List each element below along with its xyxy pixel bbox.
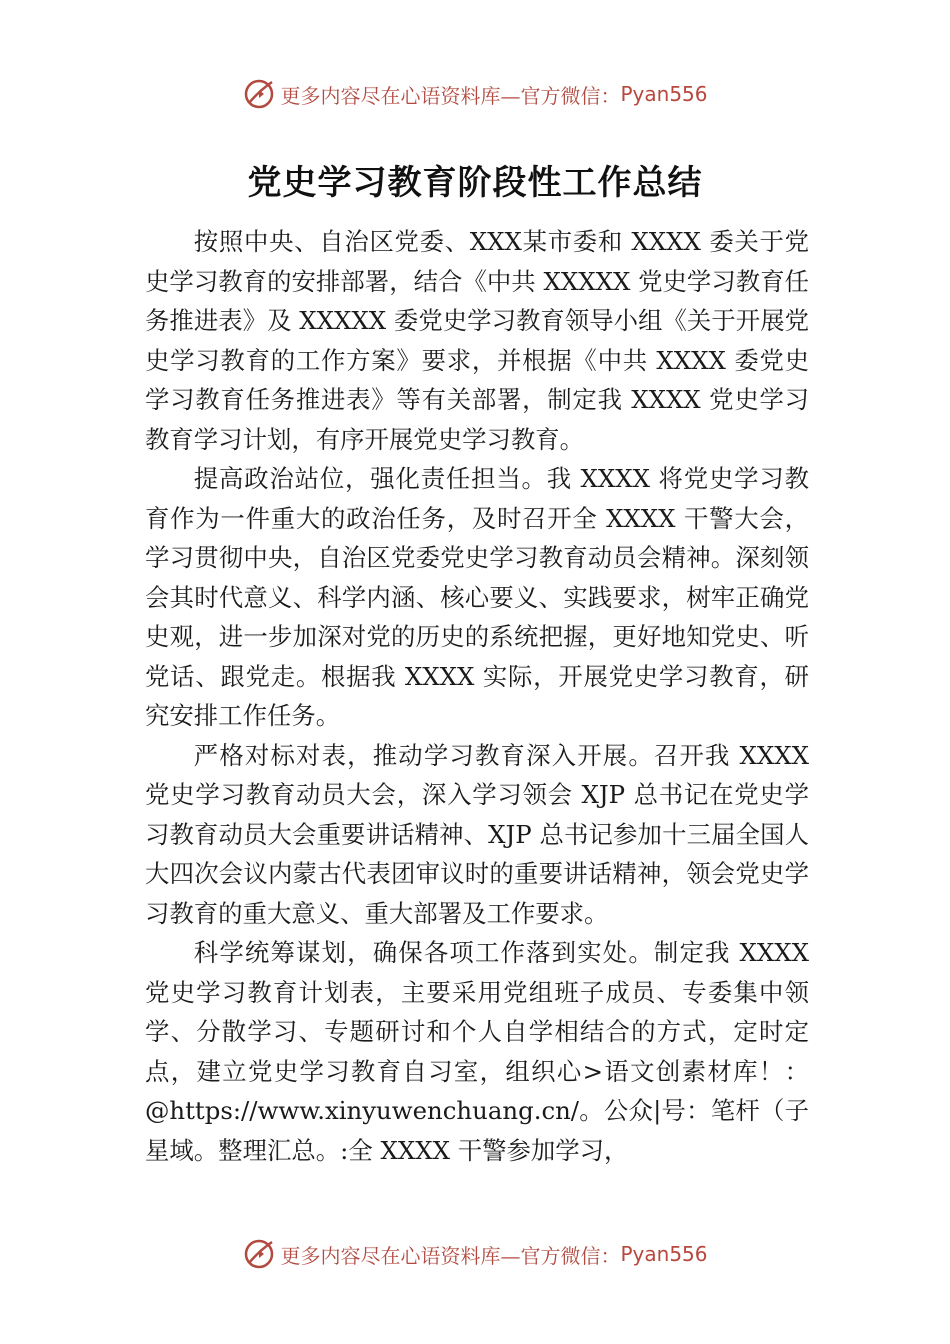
banner-text: 更多内容尽在心语资料库—官方微信： bbox=[280, 83, 621, 108]
wechat-id: Pyan556 bbox=[620, 82, 708, 106]
document-body bbox=[145, 222, 809, 1170]
paragraph-3: 严格对标对表，推动学习教育深入开展。召开我 XXXX 党史学习教育动员大会，深入学习领会 XJP 总书记在党史学习教育动员大会重要讲话精神、XJP 总书记参加十三届全国人大四次会议内蒙古代表团审议时的重要讲话精神，领会党史学习教育的重大意义、重大部署及工作要求。 bbox=[145, 740, 809, 928]
paragraph-4: 科学统筹谋划，确保各项工作落到实处。制定我 XXXX 党史学习教育计划表，主要采用党组班子成员、专委集中领学、分散学习、专题研讨和个人自学相结合的方式，定时定点，建立党史学习教育自习室，组织心>语文创素材库！：@https://www.xinyuwenchuang.cn/。公众|号：笔杆（子星域。整理汇总。:全 XXXX 干警参加学习， bbox=[145, 938, 809, 1165]
footer-banner bbox=[0, 1232, 950, 1276]
logo-icon bbox=[242, 77, 276, 111]
paragraph-2: 提高政治站位，强化责任担当。我 XXXX 将党史学习教育作为一件重大的政治任务，及时召开全 XXXX 干警大会，学习贯彻中央，自治区党委党史学习教育动员会精神。深刻领会其时代意义、科学内涵、核心要义、实践要求，树牢正确党史观，进一步加深对党的历史的系统把握，更好地知党史、听党话、跟党走。根据我 XXXX 实际，开展党史学习教育，研究安排工作任务。 bbox=[145, 464, 809, 730]
page-title: 党史学习教育阶段性工作总结 bbox=[247, 163, 703, 203]
wechat-id: Pyan556 bbox=[620, 1242, 708, 1266]
header-banner bbox=[0, 72, 950, 116]
paragraph-1: 按照中央、自治区党委、XXX某市委和 XXXX 委关于党史学习教育的安排部署，结合《中共 XXXXX 党史学习教育任务推进表》及 XXXXX 委党史学习教育领导小组《关于开展党史学习教育的工作方案》要求，并根据《中共 XXXX 委党史学习教育任务推进表》等有关部署，制定我 XXXX 党史学习教育学习计划，有序开展党史学习教育。 bbox=[145, 227, 809, 454]
banner-text: 更多内容尽在心语资料库—官方微信： bbox=[280, 1243, 621, 1268]
logo-icon bbox=[242, 1237, 276, 1271]
